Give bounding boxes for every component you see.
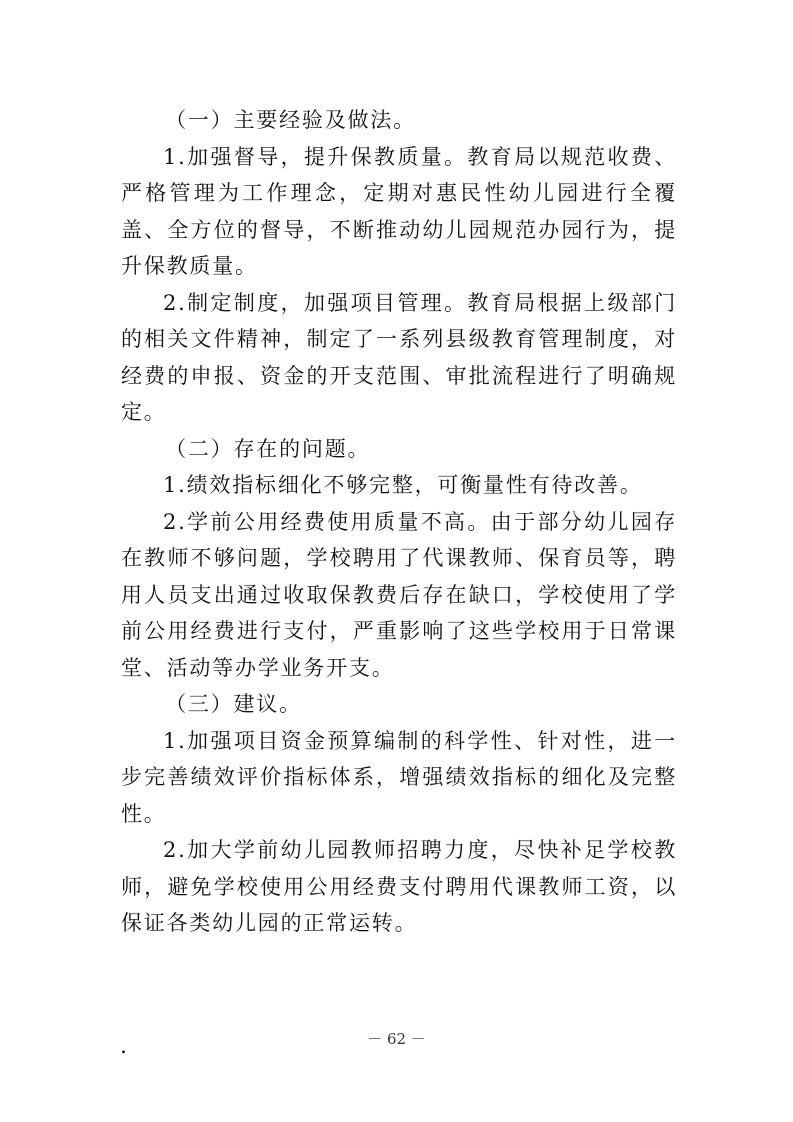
- section-heading-problems: （二）存在的问题。: [165, 436, 371, 461]
- footer-mark: .: [120, 1034, 127, 1059]
- paragraph-recruitment-suggestion: 2.加大学前幼儿园教师招聘力度，尽快补足学校教师，避免学校使用公用经费支付聘用代课教师工资，以保证各类幼儿园的正常运转。: [121, 838, 677, 935]
- page-number: － 62 －: [367, 1030, 426, 1048]
- section-heading-suggestions: （三）建议。: [165, 692, 302, 716]
- paragraph-system-management: 2.制定制度，加强项目管理。教育局根据上级部门的相关文件精神，制定了一系列县级教育管理制度，对经费的申报、资金的开支范围、审批流程进行了明确规定。: [121, 290, 677, 424]
- document-body: [121, 102, 677, 942]
- paragraph-supervision: 1.加强督导，提升保教质量。教育局以规范收费、严格管理为工作理念，定期对惠民性幼儿园进行全覆盖、全方位的督导，不断推动幼儿园规范办园行为，提升保教质量。: [121, 144, 677, 278]
- paragraph-indicator-problem: 1.绩效指标细化不够完整，可衡量性有待改善。: [163, 473, 643, 497]
- paragraph-funding-quality-problem: 2.学前公用经费使用质量不高。由于部分幼儿园存在教师不够问题，学校聘用了代课教师、保育员等，聘用人员支出通过收取保教费后存在缺口，学校使用了学前公用经费进行支付，严重影响了这些学校用于日常课堂、活动等办学业务开支。: [121, 509, 677, 680]
- section-heading-experience: （一）主要经验及做法。: [165, 108, 416, 132]
- paragraph-budget-suggestion: 1.加强项目资金预算编制的科学性、针对性，进一步完善绩效评价指标体系，增强绩效指标的细化及完整性。: [121, 728, 677, 826]
